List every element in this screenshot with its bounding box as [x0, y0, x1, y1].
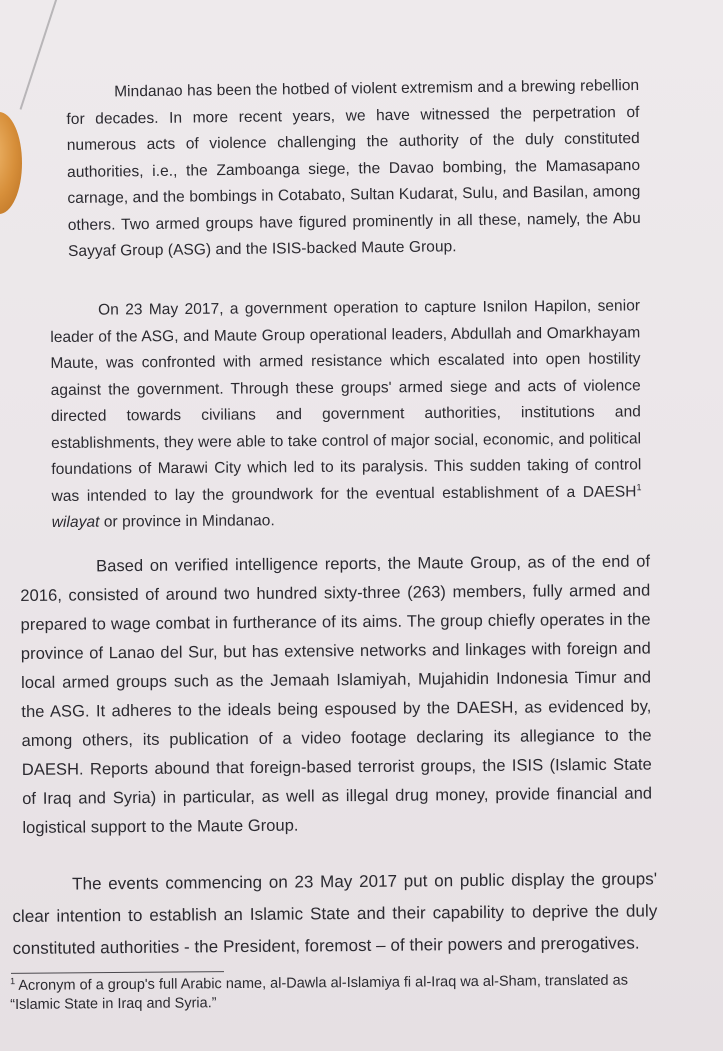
paragraph-4 — [12, 863, 658, 965]
paragraph-1-text: Mindanao has been the hotbed of violent extremism and a brewing rebellion for decades. In more recent years, we have witnessed the perpetration of numerous acts of violence challenging the authority of the duly constituted authorities, i.e., the Zamboanga siege, the Davao bombing, the Mamasapano carnage, and the bombings in Cotabato, Sultan Kudarat, Sulu, and Basilan, among others. Two armed groups have figured prominently in all these, namely, the Abu Sayyaf Group (ASG) and the ISIS-backed Maute Group. — [66, 76, 641, 260]
paragraph-2 — [50, 293, 642, 536]
italic-term: wilayat — [51, 513, 100, 531]
paragraph-1 — [66, 72, 641, 264]
footnote-text: Acronym of a group's full Arabic name, al-Dawla al-Islamiya fi al-Iraq wa al-Sham, translated as “Islamic State in Iraq and Syria.” — [10, 972, 628, 1013]
thumb-holding-page — [0, 112, 22, 214]
footnote-divider — [11, 971, 224, 974]
footnote — [10, 971, 650, 1015]
paragraph-3-text: Based on verified intelligence reports, the Maute Group, as of the end of 2016, consisted of around two hundred sixty-three (263) members, fully armed and prepared to wage combat in furtherance of its aims. The group chiefly operates in the province of Lanao del Sur, but has extensive networks and linkages with foreign and local armed groups such as the Jemaah Islamiyah, Mujahidin Indonesia Timur and the ASG. It adheres to the ideals being espoused by the DAESH, as evidenced by, among others, its publication of a video footage declaring its allegiance to the DAESH. Reports abound that foreign-based terrorist groups, the ISIS (Islamic State of Iraq and Syria) in particular, as well as illegal drug money, provide financial and logistical support to the Maute Group. — [20, 552, 653, 837]
paragraph-3 — [20, 547, 653, 842]
paragraph-2-text-end: or province in Mindanao. — [99, 511, 275, 531]
paragraph-2-text: On 23 May 2017, a government operation to capture Isnilon Hapilon, senior leader of the ASG, and Maute Group operational leaders, Abdullah and Omarkhayam Maute, was confronted with armed resistance which escalated into open hostility against the government. Through these groups' armed siege and acts of violence directed towards civilians and government authorities, institutions and establishments, they were able to take control of major social, economic, and political foundations of Marawi City which led to its paralysis. This sudden taking of control was intended to lay the groundwork for the eventual establishment of a DAESH — [50, 296, 642, 504]
footnote-number: 1 — [9, 976, 16, 987]
page-fold-shadow — [0, 0, 59, 110]
footnote-reference: 1 — [636, 481, 642, 492]
paragraph-4-text: The events commencing on 23 May 2017 put on public display the groups' clear intention to establish an Islamic State and their capability to deprive the duly constituted authorities - the President, foremost – of their powers and prerogatives. — [12, 869, 658, 958]
